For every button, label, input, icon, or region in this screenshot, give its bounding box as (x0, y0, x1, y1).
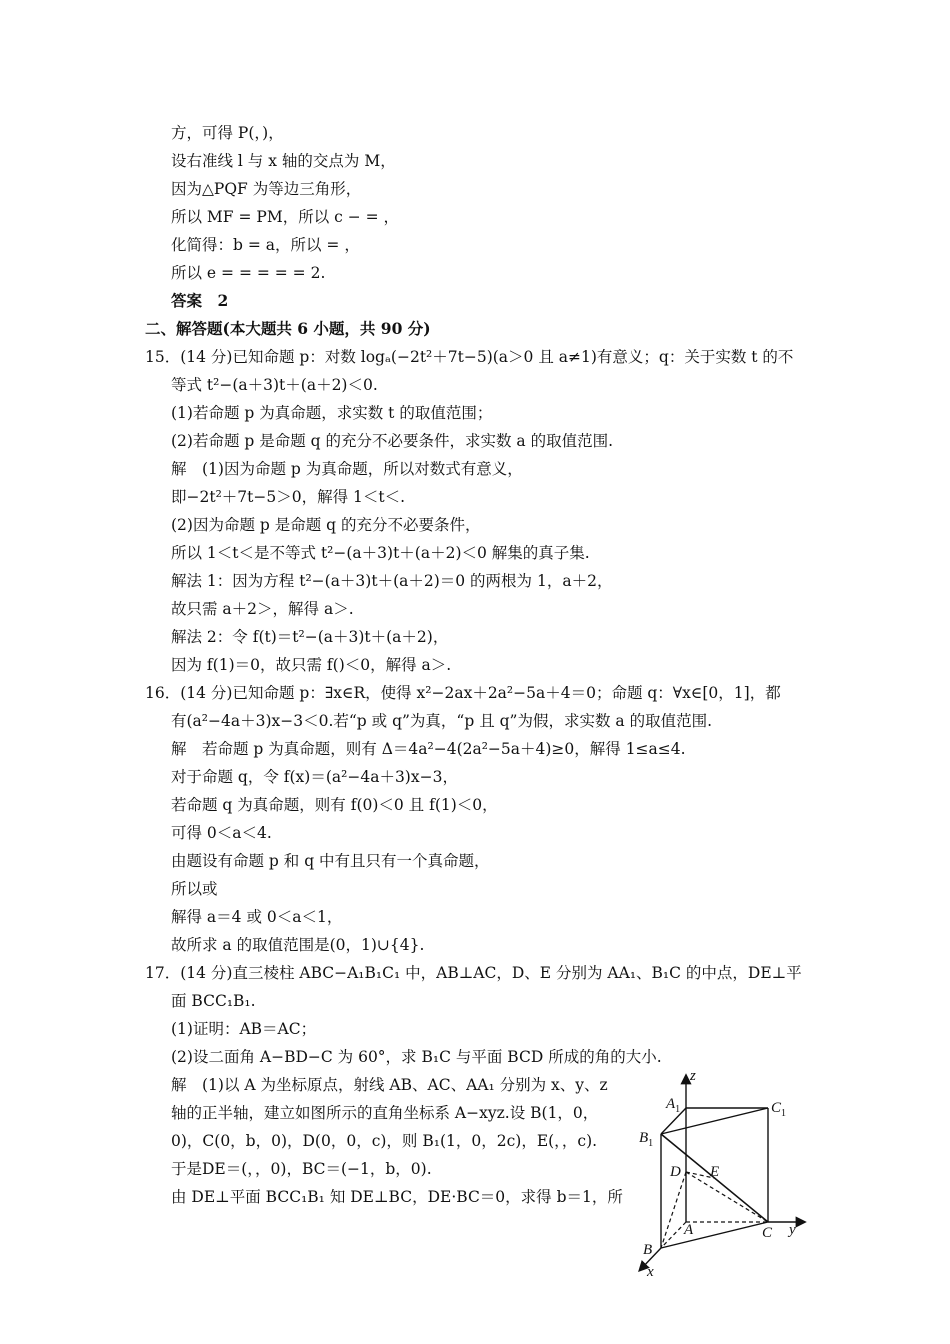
problem-15-statement: 15．(14 分)已知命题 p：对数 logₐ(−2t²＋7t−5)(a＞0 且 a≠1)有意义；q：关于实数 t 的不 (145, 348, 794, 366)
label-y: y (789, 1222, 796, 1238)
solution-line: 解 若命题 p 为真命题，则有 Δ＝4a²−4(2a²−5a＋4)≥0，解得 1≤a≤4. (171, 740, 686, 758)
text-line: (2)因为命题 p 是命题 q 的充分不必要条件， (171, 516, 481, 534)
label-c: C (762, 1225, 773, 1241)
problem-17-statement: 17．(14 分)直三棱柱 ABC−A₁B₁C₁ 中，AB⊥AC，D、E 分别为 AA₁、B₁C 的中点，DE⊥平 (145, 964, 802, 982)
text-line: 方，可得 P(，)， (171, 124, 284, 142)
text-line: 故所求 a 的取值范围是(0，1)∪{4}. (171, 936, 425, 954)
text-line: (1)证明：AB＝AC； (171, 1020, 317, 1038)
problem-16-statement: 16．(14 分)已知命题 p：∃x∈R，使得 x²−2ax＋2a²−5a＋4＝0；命题 q：∀x∈[0，1]，都 (145, 684, 781, 702)
text-line: 等式 t²−(a＋3)t＋(a＋2)＜0. (171, 376, 378, 394)
prism-coordinate-figure (628, 1066, 818, 1286)
text-line: 所以或 (171, 880, 218, 898)
text-line: 因为 f(1)＝0，故只需 f()＜0，解得 a＞. (171, 656, 452, 674)
label-a: A (684, 1222, 694, 1238)
text-line: 故只需 a＋2＞，解得 a＞. (171, 600, 354, 618)
solution-line: 解 (1)以 A 为坐标原点，射线 AB、AC、AA₁ 分别为 x、y、z (171, 1076, 608, 1094)
label-d: D (670, 1164, 681, 1180)
text-line: 设右准线 l 与 x 轴的交点为 M， (171, 152, 396, 170)
text-line: 解法 1：因为方程 t²−(a＋3)t＋(a＋2)＝0 的两根为 1，a＋2， (171, 572, 613, 590)
text-line: 由题设有命题 p 和 q 中有且只有一个真命题， (171, 852, 490, 870)
text-line: 0)，C(0，b，0)，D(0，0，c)，则 B₁(1，0，2c)，E(，，c). (171, 1132, 598, 1150)
label-b1: $B_1$ (639, 1130, 654, 1149)
label-b: B (643, 1242, 653, 1258)
text-line: 解法 2：令 f(t)＝t²−(a＋3)t＋(a＋2)， (171, 628, 449, 646)
answer-line: 答案 2 (171, 291, 229, 310)
text-line: 对于命题 q，令 f(x)＝(a²−4a＋3)x−3， (171, 768, 458, 786)
text-line: 即−2t²＋7t−5＞0，解得 1＜t＜. (171, 488, 406, 506)
text-line: 于是DE＝(，，0)，BC＝(−1，b，0). (171, 1160, 432, 1178)
text-line: 有(a²−4a＋3)x−3＜0.若“p 或 q”为真，“p 且 q”为假，求实数 a 的取值范围. (171, 712, 712, 730)
text-line: 所以 e = = = = = 2. (171, 264, 326, 282)
text-line: 由 DE⊥平面 BCC₁B₁ 知 DE⊥BC，DE·BC＝0，求得 b＝1，所 (171, 1188, 623, 1206)
text-line: 若命题 q 为真命题，则有 f(0)＜0 且 f(1)＜0， (171, 796, 498, 814)
text-line: (2)设二面角 A−BD−C 为 60°，求 B₁C 与平面 BCD 所成的角的大小. (171, 1048, 662, 1066)
label-e: E (710, 1164, 720, 1180)
text-line: 解得 a＝4 或 0＜a＜1， (171, 908, 343, 926)
text-line: 可得 0＜a＜4. (171, 824, 272, 842)
section-heading: 二、解答题(本大题共 6 小题，共 90 分) (145, 319, 431, 338)
text-line: 所以 1＜t＜是不等式 t²−(a＋3)t＋(a＋2)＜0 解集的真子集. (171, 544, 590, 562)
label-x: x (647, 1264, 654, 1280)
text-line: (2)若命题 p 是命题 q 的充分不必要条件，求实数 a 的取值范围. (171, 432, 614, 450)
text-line: 因为△PQF 为等边三角形， (171, 180, 362, 198)
label-z: z (690, 1068, 696, 1084)
label-c1: $C_1$ (771, 1100, 787, 1119)
solution-line: 解 (1)因为命题 p 为真命题，所以对数式有意义， (171, 460, 523, 478)
text-line: 化简得：b = a，所以 = ， (171, 236, 360, 254)
text-line: 所以 MF = PM，所以 c − = ， (171, 208, 400, 226)
text-line: 轴的正半轴，建立如图所示的直角坐标系 A−xyz.设 B(1，0， (171, 1104, 599, 1122)
label-a1: $A_1$ (666, 1096, 681, 1115)
text-line: (1)若命题 p 为真命题，求实数 t 的取值范围； (171, 404, 493, 422)
text-line: 面 BCC₁B₁. (171, 992, 256, 1010)
segment-db (661, 1172, 686, 1248)
segment-dc (686, 1172, 768, 1222)
edge-bc (661, 1222, 768, 1248)
